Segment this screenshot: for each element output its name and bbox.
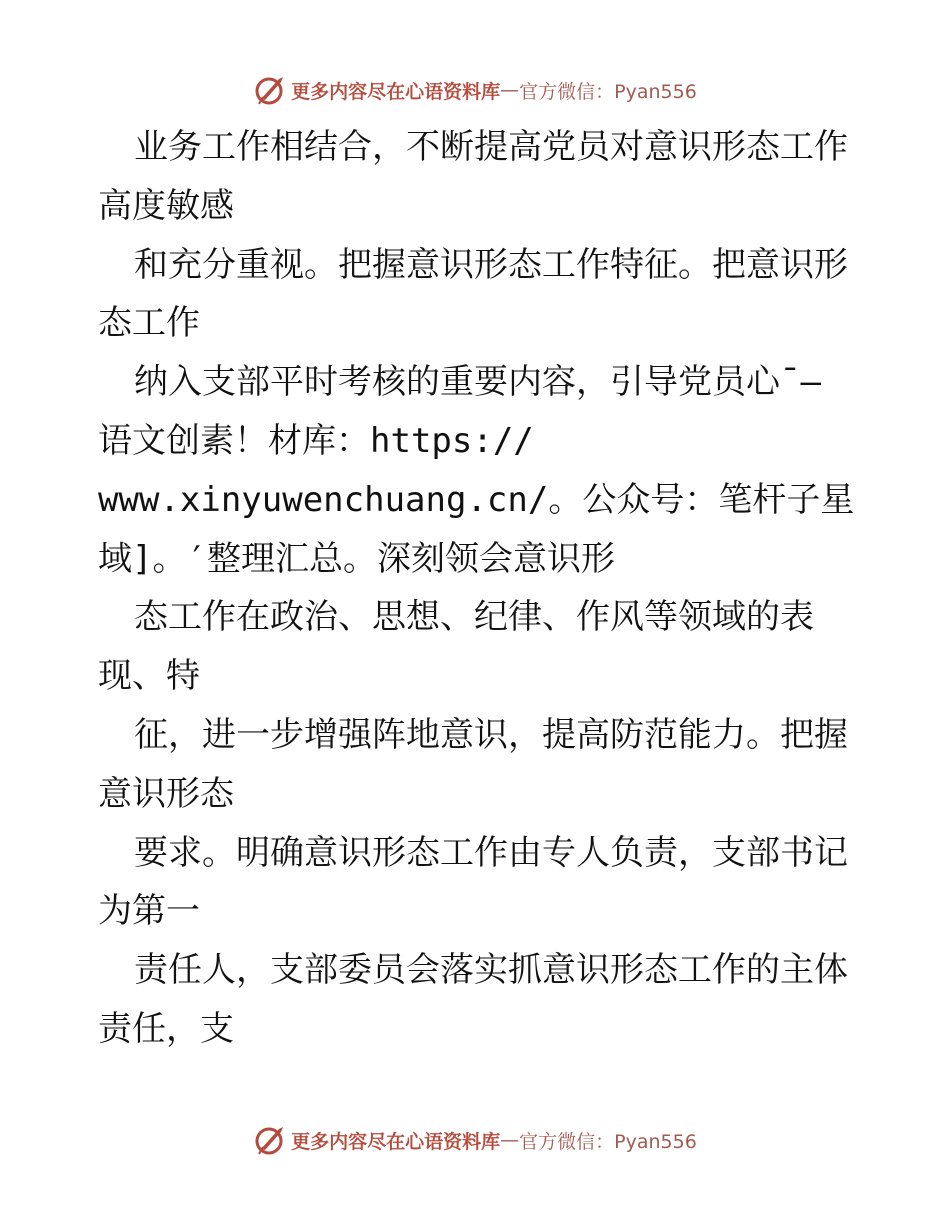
- body-line: 态工作: [98, 303, 200, 344]
- body-line: 语文创素！材库：https://: [98, 420, 534, 461]
- body-line: 纳入支部平时考核的重要内容，引导党员心¯—: [134, 362, 821, 403]
- header-wechat: 官方微信：Pyan556: [519, 80, 697, 103]
- header-banner: [0, 70, 950, 110]
- footer-banner: [0, 1120, 950, 1160]
- body-line: 征，进一步增强阵地意识，提高防范能力。把握: [134, 714, 848, 755]
- body-line: 责任人，支部委员会落实抓意识形态工作的主体: [134, 950, 848, 991]
- footer-title: 更多内容尽在心语资料库: [291, 1130, 501, 1153]
- body-line: www.xinyuwenchuang.cn/。公众号：笔杆子星: [98, 479, 855, 520]
- pen-feather-logo-icon: [253, 1123, 287, 1157]
- body-line: 业务工作相结合，不断提高党员对意识形态工作: [134, 127, 848, 167]
- body-line: 现、特: [98, 656, 200, 697]
- body-line: 责任，支: [98, 1008, 234, 1049]
- document-body: [98, 118, 868, 1059]
- body-line: 意识形态: [98, 773, 234, 814]
- body-line: 态工作在政治、思想、纪律、作风等领域的表: [134, 597, 814, 638]
- body-line: 高度敏感: [98, 185, 234, 226]
- header-separator: —: [500, 79, 520, 101]
- header-title: 更多内容尽在心语资料库: [291, 80, 501, 103]
- body-line: 域]。′整理汇总。深刻领会意识形: [98, 538, 615, 579]
- footer-separator: —: [500, 1129, 520, 1151]
- body-line: 和充分重视。把握意识形态工作特征。把意识形: [134, 244, 848, 285]
- body-line: 为第一: [98, 891, 200, 932]
- body-line: 要求。明确意识形态工作由专人负责，支部书记: [134, 832, 848, 873]
- footer-wechat: 官方微信：Pyan556: [519, 1130, 697, 1153]
- pen-feather-logo-icon: [253, 73, 287, 107]
